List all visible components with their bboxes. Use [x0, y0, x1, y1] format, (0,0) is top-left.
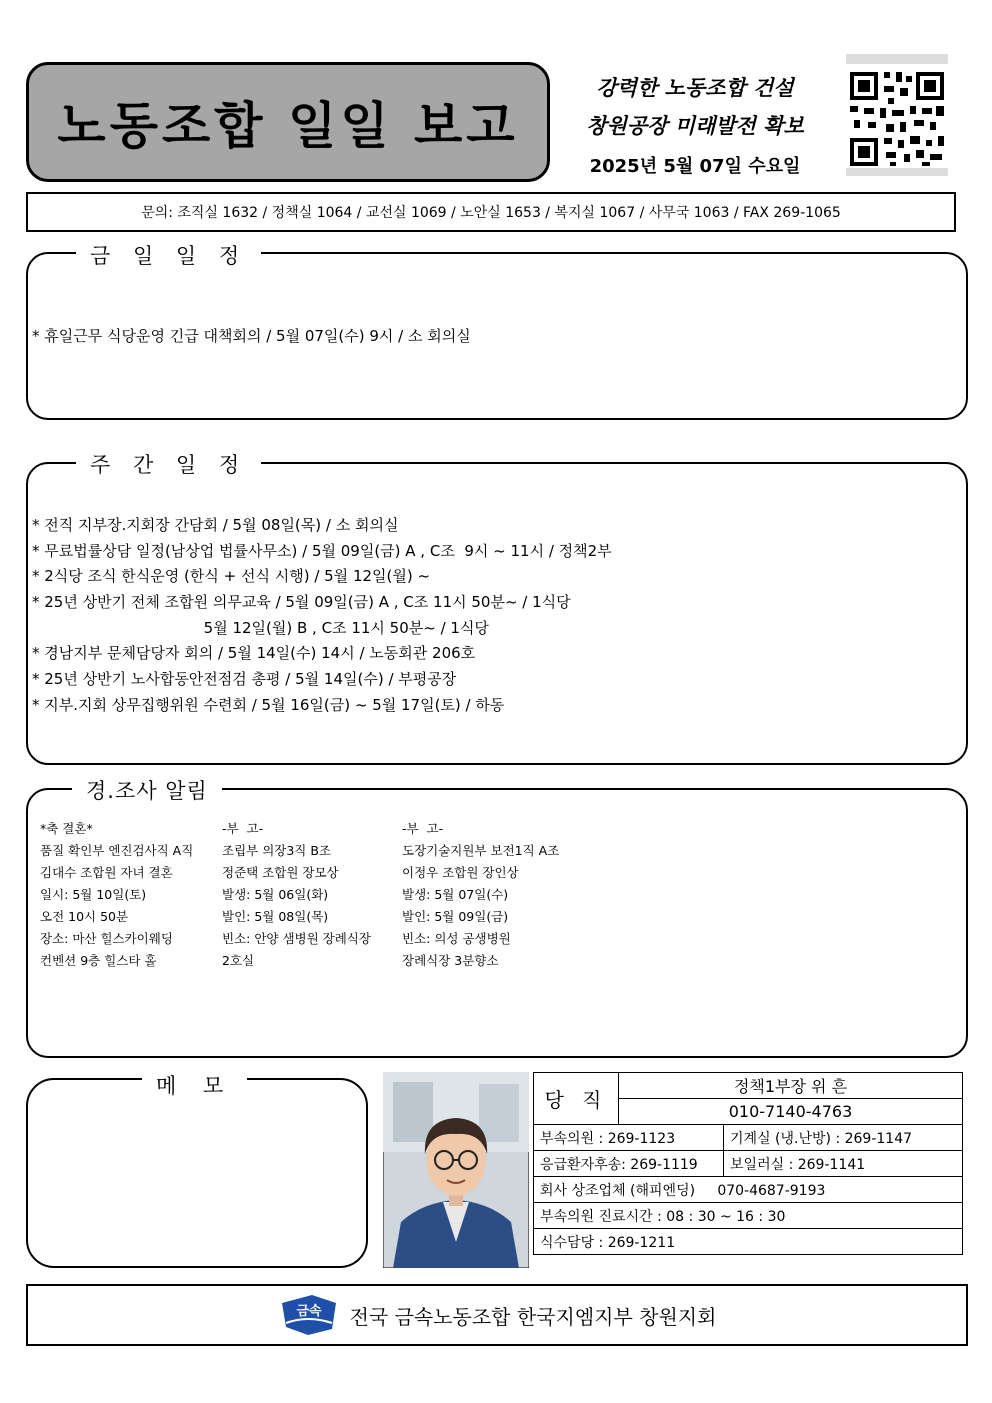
duty-officer-phone: 010-7140-4763	[619, 1099, 963, 1125]
event-line: 컨벤션 9층 힐스타 홀	[40, 953, 157, 968]
event-line: 품질 확인부 엔진검사직 A직	[40, 843, 194, 858]
event-obituary-2	[402, 818, 559, 972]
duty-contact: 기계실 (냉.난방) : 269-1147	[724, 1125, 963, 1151]
event-line: 장소: 마산 힐스카이웨딩	[40, 931, 173, 946]
memo-box[interactable]	[26, 1078, 368, 1268]
duty-contact: 응급환자후송: 269-1119	[534, 1151, 724, 1177]
today-item: * 휴일근무 식당운영 긴급 대책회의 / 5월 07일(수) 9시 / 소 회의실	[32, 327, 471, 345]
event-line: 도장기술지원부 보전1직 A조	[402, 843, 560, 858]
title-box	[26, 62, 550, 182]
event-line: 일시: 5월 10일(토)	[40, 887, 147, 902]
weekly-item: * 전직 지부장.지회장 간담회 / 5월 08일(목) / 소 회의실	[32, 516, 399, 534]
footer-text: 전국 금속노동조합 한국지엠지부 창원지회	[349, 1304, 717, 1329]
weekly-schedule-section	[26, 462, 968, 765]
footer	[26, 1284, 968, 1346]
today-schedule-label: 금 일 일 정	[76, 240, 261, 270]
duty-contact: 회사 상조업체 (해피엔딩) 070-4687-9193	[534, 1177, 963, 1203]
weekly-item: * 경남지부 문체담당자 회의 / 5월 14일(수) 14시 / 노동회관 206호	[32, 644, 476, 662]
union-logo-icon	[278, 1293, 340, 1337]
weekly-item: * 25년 상반기 노사합동안전점검 총평 / 5월 14일(수) / 부평공장	[32, 670, 457, 688]
duty-contact: 보일러실 : 269-1141	[724, 1151, 963, 1177]
weekly-item: * 무료법률상담 일정(남상업 법률사무소) / 5월 09일(금) A , C조 9시 ~ 11시 / 정책2부	[32, 542, 612, 560]
duty-label: 당 직	[534, 1073, 619, 1125]
duty-contact: 부속의원 진료시간 : 08 : 30 ~ 16 : 30	[534, 1203, 963, 1229]
weekly-item: * 2식당 조식 한식운영 (한식 + 선식 시행) / 5월 12일(월) ~	[32, 567, 431, 585]
weekly-item: * 지부.지회 상무집행위원 수련회 / 5월 16일(금) ~ 5월 17일(토) / 하동	[32, 696, 505, 714]
page-title: 노동조합 일일 보고	[57, 97, 519, 155]
event-line: 발인: 5월 08일(목)	[222, 909, 329, 924]
event-wedding	[40, 818, 193, 972]
event-line: *축 결혼*	[40, 821, 93, 836]
weekly-item: 5월 12일(월) B , C조 11시 50분~ / 1식당	[32, 619, 489, 637]
event-line: 2호실	[222, 953, 255, 968]
event-line: 김대수 조합원 자녀 결혼	[40, 865, 173, 880]
event-line: 조립부 의장3직 B조	[222, 843, 332, 858]
event-line: 장례식장 3분향소	[402, 953, 499, 968]
duty-officer-photo	[383, 1072, 529, 1268]
duty-officer-name: 정책1부장 위 흔	[619, 1073, 963, 1099]
weekly-schedule-label: 주 간 일 정	[76, 449, 261, 479]
event-line: 발생: 5월 06일(화)	[222, 887, 329, 902]
report-date: 2025년 5월 07일 수요일	[589, 156, 801, 177]
event-line: -부 고-	[402, 821, 444, 836]
event-line: 오전 10시 50분	[40, 909, 129, 924]
event-line: 발인: 5월 09일(금)	[402, 909, 509, 924]
event-line: 빈소: 의성 공생병원	[402, 931, 511, 946]
memo-label: 메 모	[142, 1070, 247, 1100]
qr-code-icon	[842, 50, 952, 180]
event-line: 빈소: 안양 샘병원 장례식장	[222, 931, 371, 946]
event-obituary-1	[222, 818, 371, 972]
duty-table	[533, 1072, 963, 1255]
event-line: 정준택 조합원 장모상	[222, 865, 339, 880]
event-line: 이정우 조합원 장인상	[402, 865, 519, 880]
event-line: 발생: 5월 07일(수)	[402, 887, 509, 902]
contact-bar	[26, 192, 956, 232]
weekly-item: * 25년 상반기 전체 조합원 의무교육 / 5월 09일(금) A , C조 11시 50분~ / 1식당	[32, 593, 571, 611]
slogan-line-1: 강력한 노동조합 건설	[596, 76, 794, 100]
union-logo-text: 금속	[296, 1304, 322, 1319]
duty-contact: 식수담당 : 269-1211	[534, 1229, 963, 1255]
event-line: -부 고-	[222, 821, 264, 836]
duty-contact: 부속의원 : 269-1123	[534, 1125, 724, 1151]
slogan-line-2: 창원공장 미래발전 확보	[586, 114, 804, 138]
events-label: 경.조사 알림	[72, 775, 222, 805]
contact-text: 문의: 조직실 1632 / 정책실 1064 / 교선실 1069 / 노안실 1653 / 복지실 1067 / 사무국 1063 / FAX 269-1065	[141, 205, 841, 221]
